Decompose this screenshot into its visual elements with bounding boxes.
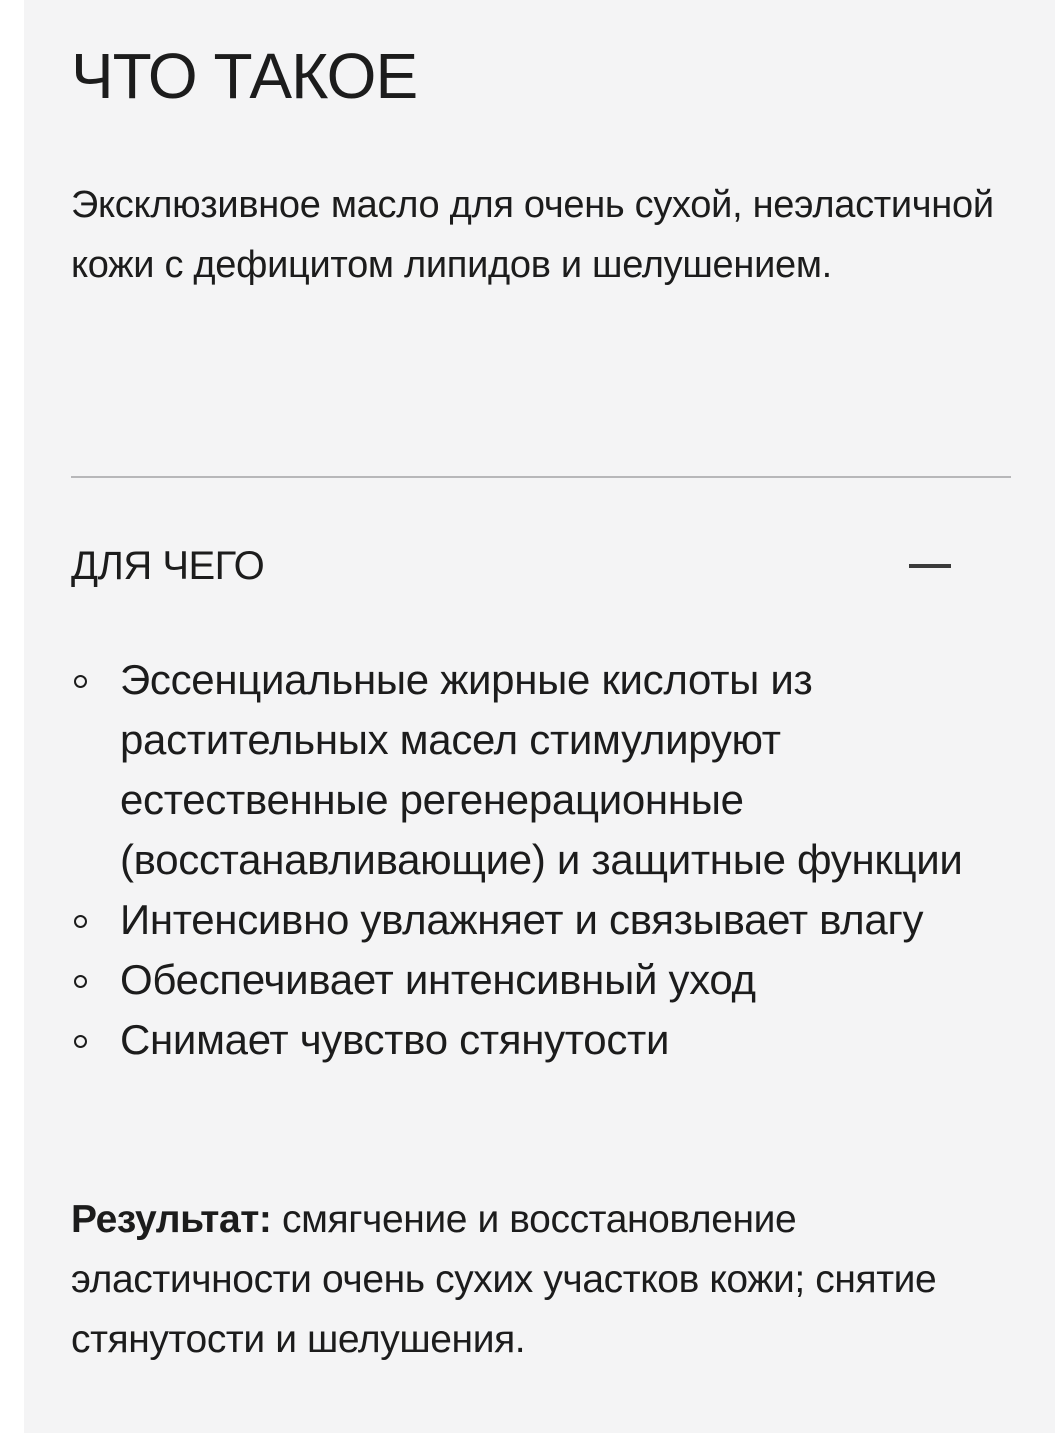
benefit-text: Интенсивно увлажняет и связывает влагу <box>120 896 924 943</box>
what-is-title: ЧТО ТАКОЕ <box>71 40 418 112</box>
what-for-title: ДЛЯ ЧЕГО <box>71 544 265 588</box>
list-item <box>71 650 1011 890</box>
product-info-panel <box>24 0 1055 1433</box>
list-item <box>71 950 1011 1010</box>
list-item <box>71 890 1011 950</box>
circle-bullet-icon <box>74 675 87 688</box>
circle-bullet-icon <box>74 1035 87 1048</box>
result-text: смягчение и восстановление эластичности очень сухих участков кожи; снятие стянутости и шелушения. <box>71 1198 937 1361</box>
benefit-text: Эссенциальные жирные кислоты из растительных масел стимулируют естественные регенерационные (восстанавливающие) и защитные функции <box>120 656 963 883</box>
what-for-accordion-header[interactable] <box>71 536 1011 596</box>
circle-bullet-icon <box>74 915 87 928</box>
what-is-description: Эксклюзивное масло для очень сухой, неэластичной кожи с дефицитом липидов и шелушением. <box>71 184 994 286</box>
minus-icon[interactable] <box>909 564 951 568</box>
list-item <box>71 1010 1011 1070</box>
result-paragraph <box>71 1190 1021 1370</box>
result-label: Результат: <box>71 1198 272 1241</box>
circle-bullet-icon <box>74 975 87 988</box>
section-divider <box>71 476 1011 478</box>
benefits-list <box>71 650 1011 1070</box>
benefit-text: Обеспечивает интенсивный уход <box>120 956 756 1003</box>
benefit-text: Снимает чувство стянутости <box>120 1016 670 1063</box>
